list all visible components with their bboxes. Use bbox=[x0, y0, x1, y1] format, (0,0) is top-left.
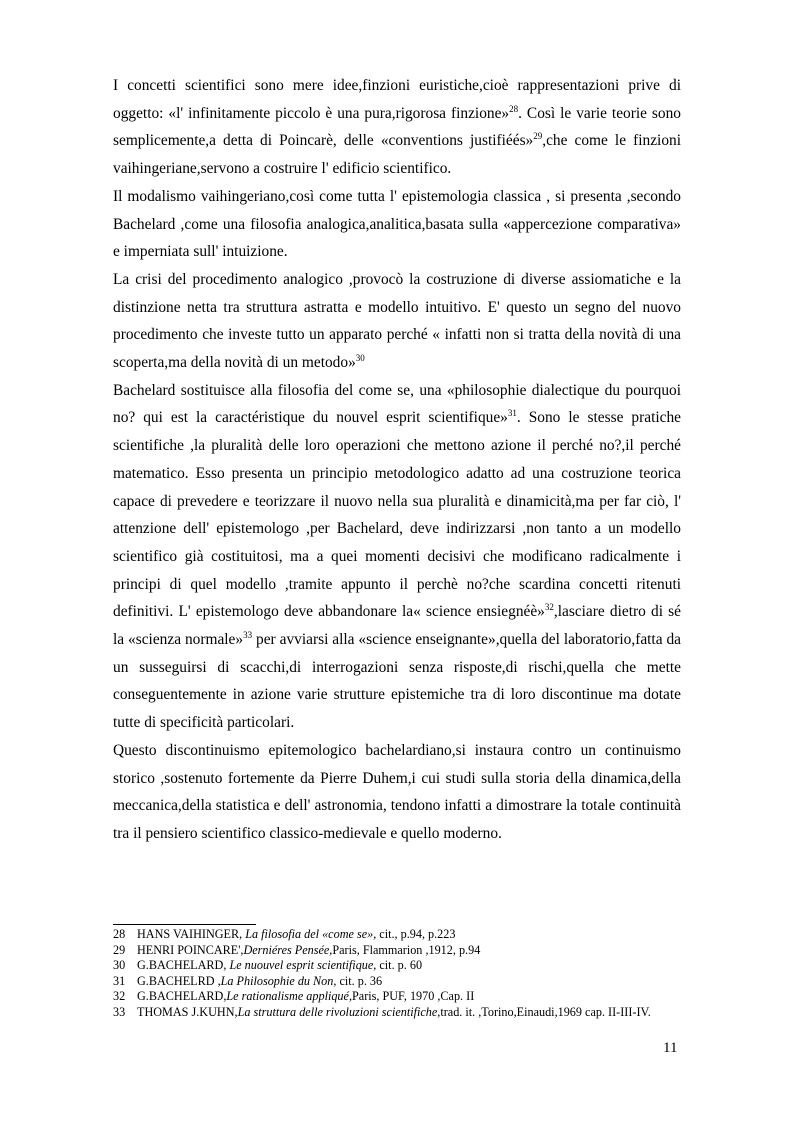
footnote-text bbox=[137, 943, 681, 959]
footnote-segment: cit., p.94, p.223 bbox=[376, 927, 456, 941]
paragraph-text: Il modalismo vaihingeriano,così come tutta l' epistemologia classica , si presenta ,secondo Bachelard ,come una filosofia analogica,analitica,basata sulla «appercezione comparativa» e imperniata sull' intuizione. bbox=[113, 187, 681, 261]
paragraph-text: ,lasciare dietro di sé la «scienza normale» bbox=[113, 603, 681, 649]
footnote-title: Derniéres Pensée, bbox=[243, 942, 333, 957]
paragraph bbox=[113, 377, 681, 737]
paragraph-text: La crisi del procedimento analogico ,provocò la costruzione di diverse assiomatiche e la distinzione netta tra struttura astratta e modello intuitivo. E' questo un segno del nuovo procedimento che investe tutto un apparato perché « infatti non si tratta della novità di una scoperta,ma della novità di un metodo» bbox=[113, 270, 681, 372]
paragraph bbox=[113, 737, 681, 848]
footnote-text bbox=[137, 974, 681, 990]
footnote bbox=[113, 958, 681, 974]
footnote-separator bbox=[113, 924, 256, 925]
footnote-text bbox=[137, 989, 681, 1005]
paragraph-text: per avviarsi alla «science enseignante»,quella del laboratorio,fatta da un susseguirsi di scacchi,di interrogazioni senza risposte,di rischi,quella che mette conseguentemente in azione varie strutture epistemiche tra di loro discontinue ma dotate tutte di specificità particolari. bbox=[113, 631, 681, 732]
footnote-segment: Paris, PUF, 1970 ,Cap. II bbox=[352, 989, 475, 1004]
footnote-segment: ,trad. it. ,Torino,Einaudi,1969 cap. II-III-IV. bbox=[437, 1004, 651, 1019]
paragraph-text: Bachelard sostituisce alla filosofia del come se, una «philosophie dialectique du pourquoi no? qui est la caractéristique du nouvel esprit scientifique» bbox=[113, 381, 681, 427]
footnote-number: 29 bbox=[113, 942, 126, 957]
footnote-number: 32 bbox=[113, 989, 126, 1004]
footnote-text bbox=[137, 1005, 681, 1021]
footnote-segment: G.BACHELARD, bbox=[137, 958, 230, 973]
footnote-segment: G.BACHELARD, bbox=[137, 989, 227, 1004]
footnote bbox=[113, 1005, 681, 1021]
paragraph-text: Questo discontinuismo epitemologico bachelardiano,si instaura contro un continuismo storico ,sostenuto fortemente da Pierre Duhem,i cui studi sulla storia della dinamica,della meccanica,della statistica e dell' astronomia, tendono infatti a dimostrare la totale continuità tra il pensiero scientifico classico-medievale e quello moderno. bbox=[113, 741, 681, 842]
footnote-title: Le rationalisme appliqué, bbox=[226, 989, 352, 1004]
footnote-text bbox=[137, 958, 681, 974]
page-number: 11 bbox=[663, 1040, 678, 1056]
footnote-number: 28 bbox=[113, 927, 126, 941]
footnote bbox=[113, 974, 681, 990]
paragraph bbox=[113, 72, 681, 183]
footnote-number: 30 bbox=[113, 958, 126, 973]
footnote-ref: 28 bbox=[509, 103, 519, 114]
footnote-ref: 30 bbox=[355, 353, 365, 364]
footnotes bbox=[113, 927, 681, 1021]
footnote-number: 31 bbox=[113, 973, 126, 988]
footnote-text bbox=[137, 927, 681, 943]
footnote-segment: HANS VAIHINGER, bbox=[137, 927, 246, 941]
footnote-segment: HENRI POINCARE', bbox=[137, 942, 244, 957]
footnote bbox=[113, 989, 681, 1005]
body-text bbox=[113, 72, 681, 848]
paragraph bbox=[113, 183, 681, 266]
footnote-segment: cit. p. 36 bbox=[336, 973, 383, 988]
footnote-ref: 32 bbox=[544, 602, 554, 613]
footnote-segment: THOMAS J.KUHN, bbox=[137, 1004, 238, 1019]
footnote-title: La struttura delle rivoluzioni scientifiche bbox=[237, 1004, 438, 1019]
paragraph-text: . Sono le stesse pratiche scientifiche ,la pluralità delle loro operazioni che mettono azione il perché no?,il perché matematico. Esso presenta un principio metodologico adatto ad una costruzione teorica capace di prevedere e teorizzare il nuovo nella sua pluralità e dinamicità,ma per far ciò, l' attenzione dell' epistemologo ,per Bachelard, deve indirizzarsi ,non tanto a un modello scientifico già costituitosi, ma a quei momenti decisivi che modificano radicalmente i principi di quel modello ,tramite appunto il perchè no?che scardina concetti ritenuti definitivi. L' epistemologo deve abbandonare la« science ensiegnéè» bbox=[113, 409, 681, 621]
footnote-ref: 29 bbox=[533, 131, 543, 142]
footnote-segment: Paris, Flammarion ,1912, p.94 bbox=[332, 942, 481, 957]
paragraph-text: ,che come le finzioni vaihingeriane,servono a costruire l' edificio scientifico. bbox=[113, 132, 681, 178]
footnote-segment: G.BACHELRD , bbox=[137, 973, 221, 988]
paragraph-text: . Così le varie teorie sono semplicemente,a detta di Poincarè, delle «conventions justifiéés» bbox=[113, 104, 681, 150]
footnote-title: La filosofia del «come se», bbox=[245, 927, 377, 941]
footnote bbox=[113, 927, 681, 943]
paragraph-text: I concetti scientifici sono mere idee,finzioni euristiche,cioè rappresentazioni prive di oggetto: «l' infinitamente piccolo è una pura,rigorosa finzione» bbox=[113, 77, 681, 122]
footnote-segment: cit. p. 60 bbox=[376, 958, 423, 973]
footnote-number: 33 bbox=[113, 1004, 126, 1019]
footnote bbox=[113, 943, 681, 959]
footnote-title: Le nuouvel esprit scientifique, bbox=[229, 958, 377, 973]
paragraph bbox=[113, 266, 681, 377]
footnote-title: La Philosophie du Non, bbox=[220, 973, 337, 988]
footnote-ref: 31 bbox=[507, 408, 517, 419]
footnote-ref: 33 bbox=[243, 630, 253, 641]
